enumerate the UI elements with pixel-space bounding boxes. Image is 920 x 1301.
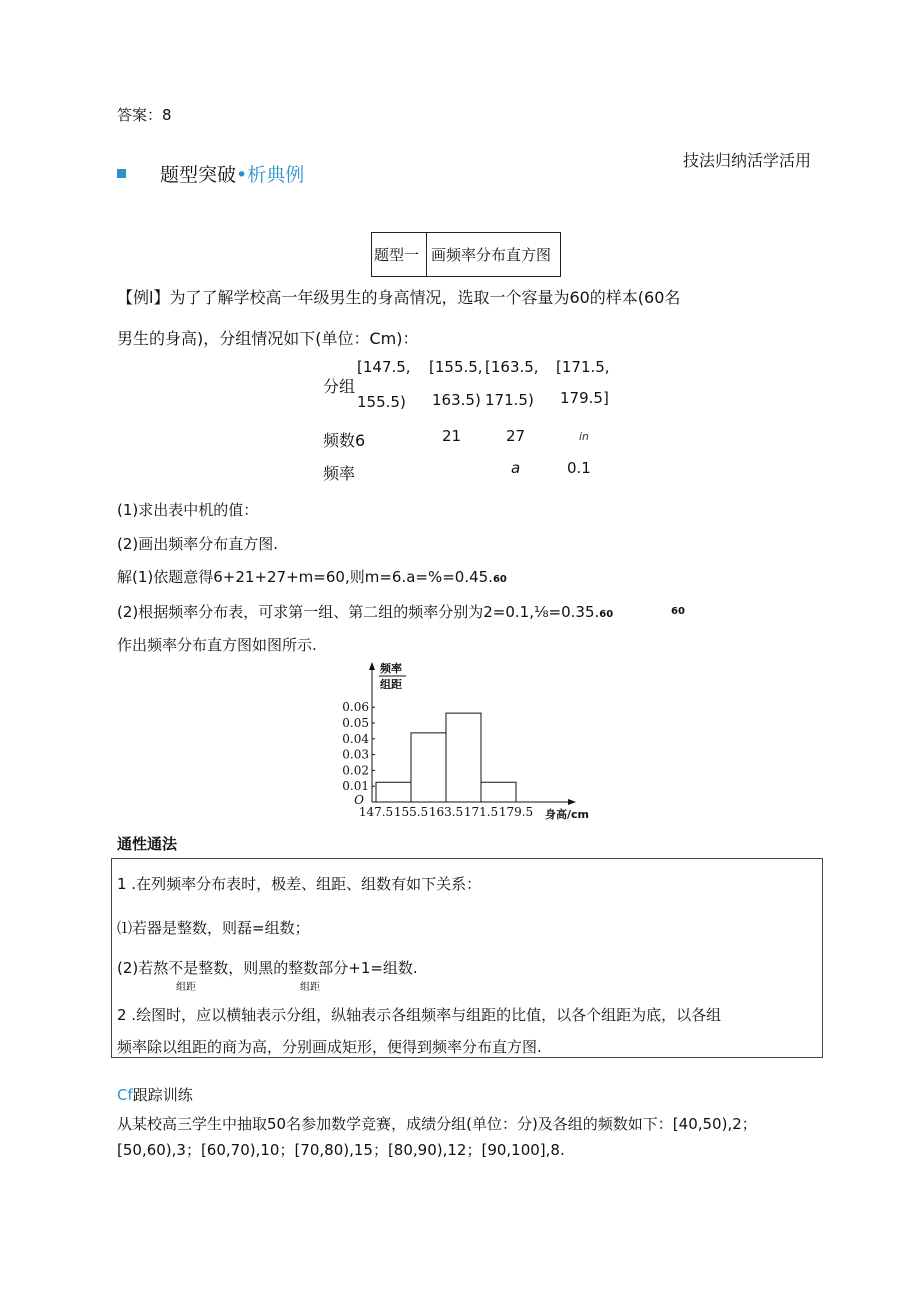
table-group-label: 分组 <box>323 377 356 396</box>
y-tick-label: 0.05 <box>342 716 369 730</box>
table-count-3: 27 <box>506 427 526 445</box>
solution-line-2-text: (2)根据频率分布表，可求第一组、第二组的频率分别为2=0.1,⅛=0.35. <box>117 603 600 621</box>
section-title-accent: •析典例 <box>236 164 305 186</box>
chart-layer <box>342 661 589 821</box>
x-tick-label: 179.5 <box>498 805 534 819</box>
y-label-top: 频率 <box>380 662 402 675</box>
solution-line-3: 作出频率分布直方图如图所示. <box>117 636 317 654</box>
example-line-1: 【例l】为了了解学校高一年级男生的身高情况，选取一个容量为60的样本(60名 <box>117 288 681 307</box>
table-freq-label: 频率 <box>323 464 356 483</box>
question-2: (2)画出频率分布直方图. <box>117 535 279 553</box>
x-axis-label: 身高/cm <box>545 808 589 821</box>
table-group-top-4: [171.5, <box>556 358 610 376</box>
histogram-bar <box>376 782 411 802</box>
table-group-top-2: [155.5, <box>429 358 483 376</box>
origin-label: O <box>354 793 364 807</box>
x-axis-arrow-icon <box>568 799 576 805</box>
method-p2: ⑴若器是整数，则磊=组数； <box>117 919 310 937</box>
y-tick-label: 0.01 <box>342 779 369 794</box>
y-tick-label: 0.03 <box>342 747 369 762</box>
y-axis-arrow-icon <box>369 662 375 670</box>
question-1: (1)求出表中机的值： <box>117 501 259 519</box>
training-marker: Cf <box>117 1086 133 1104</box>
method-p5: 频率除以组距的商为高，分别画成矩形，便得到频率分布直方图. <box>117 1038 542 1056</box>
histogram-chart <box>340 656 610 826</box>
y-label-bottom: 组距 <box>380 678 402 691</box>
table-group-bottom-3: 171.5) <box>485 391 534 409</box>
table-group-bottom-1: 155.5) <box>357 393 406 411</box>
x-tick-label: 147.5 <box>358 805 394 819</box>
method-p4: 2 .绘图时，应以横轴表示分组，纵轴表示各组频率与组距的比值，以各个组距为底，以各组 <box>117 1006 722 1024</box>
solution-line-1-text: 解(1)依题意得6+21+27+m=60,则m=6.a=%=0.45. <box>117 568 493 586</box>
training-heading-text: 跟踪训练 <box>132 1086 193 1104</box>
x-tick-label: 171.5 <box>463 805 499 819</box>
example-line-2: 男生的身高)，分组情况如下(单位：Cm)： <box>117 329 419 348</box>
training-heading <box>117 1084 193 1105</box>
table-group-bottom-4: 179.5] <box>560 389 609 407</box>
solution-line-2-far: 60 <box>671 606 685 617</box>
histogram-bar <box>411 733 446 802</box>
solution-line-1 <box>117 566 507 587</box>
histogram-bar <box>481 782 516 802</box>
histogram-bar <box>446 713 481 802</box>
training-line-1: 从某校高三学生中抽取50名参加数学竞赛，成绩分组(单位：分)及各组的频数如下：[40,50),2； <box>117 1115 757 1133</box>
table-count-4: in <box>579 430 590 443</box>
solution-line-2 <box>117 601 613 622</box>
section-title-main: 题型突破 <box>160 164 237 186</box>
y-tick-label: 0.06 <box>342 700 369 715</box>
type-box <box>371 232 561 277</box>
x-tick-label: 155.5 <box>393 805 429 819</box>
method-sub-2: 组距 <box>300 982 320 993</box>
table-group-bottom-2: 163.5) <box>432 391 481 409</box>
method-p3: (2)若熬不是整数，则黑的整数部分+1=组数. <box>117 959 418 977</box>
type-title: 画频率分布直方图 <box>431 246 552 264</box>
y-tick-label: 0.04 <box>342 731 369 746</box>
method-p1: 1 .在列频率分布表时，极差、组距、组数有如下关系： <box>117 875 482 893</box>
type-label: 题型一 <box>372 233 427 276</box>
training-line-2: [50,60),3；[60,70),10；[70,80),15；[80,90),12；[90,100],8. <box>117 1141 565 1159</box>
table-group-top-3: [163.5, <box>485 358 539 376</box>
answer-line: 答案：8 <box>117 106 172 124</box>
table-freq-3: a <box>511 459 521 477</box>
method-heading: 通性通法 <box>117 835 178 853</box>
table-count-2: 21 <box>442 427 462 445</box>
section-title <box>160 160 304 187</box>
x-tick-label: 163.5 <box>428 805 464 819</box>
solution-line-2-tail: 60 <box>599 609 614 620</box>
method-sub-1: 组距 <box>176 982 196 993</box>
table-freq-4: 0.1 <box>567 459 591 477</box>
section-square-icon <box>117 169 126 178</box>
table-count-label: 频数6 <box>323 431 366 450</box>
table-group-top-1: [147.5, <box>357 358 411 376</box>
y-tick-label: 0.02 <box>342 763 369 778</box>
solution-line-1-tail: 60 <box>492 574 507 585</box>
section-right-note: 技法归纳活学活用 <box>683 151 812 170</box>
